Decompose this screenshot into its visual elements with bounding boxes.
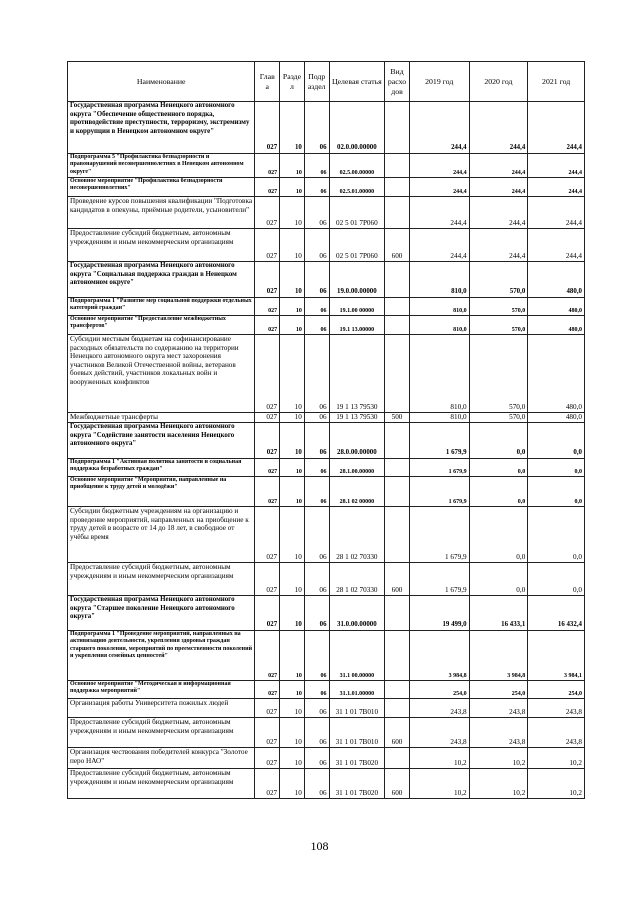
row-glava: 027 xyxy=(255,699,280,718)
row-vid xyxy=(385,507,410,563)
table-row xyxy=(68,507,585,563)
row-2021: 10,2 xyxy=(528,769,585,799)
row-razdel: 10 xyxy=(280,477,305,507)
row-glava: 027 xyxy=(255,229,280,262)
table-row xyxy=(68,459,585,477)
row-vid xyxy=(385,423,410,459)
row-name: Субсидии бюджетным учреждениям на организацию и проведение мероприятий, направленных на приобщение к труду детей в возрасте от 14 до 18 лет, в свободное от учёбы время xyxy=(68,507,255,563)
row-2020: 0,0 xyxy=(469,507,528,563)
row-2020: 570,0 xyxy=(469,413,528,423)
row-podrazdel: 06 xyxy=(304,596,329,631)
header-statya: Целевая статья xyxy=(329,62,385,102)
row-razdel: 10 xyxy=(280,507,305,563)
row-glava: 027 xyxy=(255,459,280,477)
table-row xyxy=(68,477,585,507)
row-razdel: 10 xyxy=(280,413,305,423)
row-name: Основное мероприятие "Профилактика безнадзорности несовершеннолетних" xyxy=(68,178,255,197)
row-2020: 244,4 xyxy=(469,178,528,197)
row-2021: 244,4 xyxy=(528,102,585,154)
row-statya: 28.0.00.00000 xyxy=(329,423,385,459)
row-statya: 19 1 13 79530 xyxy=(329,413,385,423)
row-razdel: 10 xyxy=(280,596,305,631)
table-body xyxy=(68,102,585,799)
row-glava: 027 xyxy=(255,298,280,316)
row-2019: 244,4 xyxy=(409,229,469,262)
row-razdel: 10 xyxy=(280,298,305,316)
table-row xyxy=(68,699,585,718)
row-2019: 243,8 xyxy=(409,718,469,748)
table-row xyxy=(68,748,585,769)
row-2019: 244,4 xyxy=(409,154,469,178)
row-podrazdel: 06 xyxy=(304,507,329,563)
row-razdel: 10 xyxy=(280,197,305,229)
row-2019: 254,0 xyxy=(409,681,469,699)
budget-table xyxy=(67,61,585,799)
row-podrazdel: 06 xyxy=(304,335,329,413)
row-name: Подпрограмма 5 "Профилактика безнадзорности и правонарушений несовершеннолетних в Ненецком автономном округе" xyxy=(68,154,255,178)
row-glava: 027 xyxy=(255,631,280,681)
row-2020: 16 433,1 xyxy=(469,596,528,631)
header-row xyxy=(68,62,585,102)
row-podrazdel: 06 xyxy=(304,563,329,596)
row-glava: 027 xyxy=(255,769,280,799)
row-vid xyxy=(385,262,410,298)
row-podrazdel: 06 xyxy=(304,102,329,154)
row-2021: 480,0 xyxy=(528,413,585,423)
row-2021: 244,4 xyxy=(528,178,585,197)
row-vid xyxy=(385,197,410,229)
row-podrazdel: 06 xyxy=(304,631,329,681)
row-razdel: 10 xyxy=(280,154,305,178)
row-vid xyxy=(385,335,410,413)
row-podrazdel: 06 xyxy=(304,423,329,459)
header-razdel: Разде л xyxy=(280,62,305,102)
row-glava: 027 xyxy=(255,197,280,229)
header-2020: 2020 год xyxy=(469,62,528,102)
header-2021: 2021 год xyxy=(528,62,585,102)
row-2021: 244,4 xyxy=(528,229,585,262)
row-razdel: 10 xyxy=(280,335,305,413)
row-2019: 3 984,8 xyxy=(409,631,469,681)
row-vid: 600 xyxy=(385,769,410,799)
table-row xyxy=(68,335,585,413)
row-statya: 19 1 13 79530 xyxy=(329,335,385,413)
table-row xyxy=(68,718,585,748)
row-name: Государственная программа Ненецкого автономного округа "Обеспечение общественного порядка, противодействие преступности, терроризму, экстремизму и коррупции в Ненецком автономном округе" xyxy=(68,102,255,154)
row-vid: 600 xyxy=(385,563,410,596)
table-row xyxy=(68,563,585,596)
row-2019: 1 679,9 xyxy=(409,423,469,459)
row-2019: 244,4 xyxy=(409,197,469,229)
row-podrazdel: 06 xyxy=(304,459,329,477)
row-2019: 810,0 xyxy=(409,298,469,316)
row-name: Предоставление субсидий бюджетным, автономным учреждениям и иным некоммерческим организациям xyxy=(68,769,255,799)
row-vid: 500 xyxy=(385,413,410,423)
row-statya: 02.5.00.00000 xyxy=(329,154,385,178)
row-podrazdel: 06 xyxy=(304,197,329,229)
row-glava: 027 xyxy=(255,413,280,423)
row-name: Подпрограмма 1 "Развитие мер социальной поддержки отдельных категорий граждан" xyxy=(68,298,255,316)
row-podrazdel: 06 xyxy=(304,229,329,262)
row-name: Проведение курсов повышения квалификации "Подготовка кандидатов в опекуны, приёмные родители, усыновители" xyxy=(68,197,255,229)
row-razdel: 10 xyxy=(280,229,305,262)
row-2021: 243,8 xyxy=(528,699,585,718)
row-2021: 480,0 xyxy=(528,316,585,335)
row-glava: 027 xyxy=(255,102,280,154)
row-name: Основное мероприятие "Методическая и информационная поддержка мероприятий" xyxy=(68,681,255,699)
row-2020: 0,0 xyxy=(469,423,528,459)
table-row xyxy=(68,197,585,229)
row-2020: 244,4 xyxy=(469,154,528,178)
row-2021: 0,0 xyxy=(528,477,585,507)
table-row xyxy=(68,413,585,423)
row-2020: 0,0 xyxy=(469,459,528,477)
table-row xyxy=(68,262,585,298)
row-2021: 3 984,1 xyxy=(528,631,585,681)
row-2021: 0,0 xyxy=(528,507,585,563)
row-vid xyxy=(385,178,410,197)
row-glava: 027 xyxy=(255,178,280,197)
row-glava: 027 xyxy=(255,507,280,563)
row-name: Предоставление субсидий бюджетным, автономным учреждениям и иным некоммерческим организациям xyxy=(68,563,255,596)
row-glava: 027 xyxy=(255,681,280,699)
row-2019: 1 679,9 xyxy=(409,459,469,477)
row-podrazdel: 06 xyxy=(304,699,329,718)
row-vid xyxy=(385,699,410,718)
row-vid xyxy=(385,477,410,507)
row-2019: 10,2 xyxy=(409,748,469,769)
row-glava: 027 xyxy=(255,563,280,596)
row-2020: 570,0 xyxy=(469,298,528,316)
row-vid xyxy=(385,748,410,769)
row-statya: 31 1 01 7В010 xyxy=(329,699,385,718)
table-row xyxy=(68,316,585,335)
row-statya: 31.1 00.00000 xyxy=(329,631,385,681)
page-number: 108 xyxy=(310,839,329,853)
row-name: Субсидии местным бюджетам на софинансирование расходных обязательств по содержанию на территории Ненецкого автономного округа мест захоронения участников Великой Отечественной войны, ветеранов боевых действий, участников локальных войн и вооруженных конфликтов xyxy=(68,335,255,413)
table-row xyxy=(68,423,585,459)
row-2019: 1 679,9 xyxy=(409,507,469,563)
row-2021: 243,8 xyxy=(528,718,585,748)
row-statya: 31 1 01 7В010 xyxy=(329,718,385,748)
row-statya: 19.0.00.00000 xyxy=(329,262,385,298)
row-2020: 570,0 xyxy=(469,316,528,335)
row-statya: 28 1 02 70330 xyxy=(329,507,385,563)
row-name: Основное мероприятие "Мероприятия, направленные на приобщение к труду детей и молодёжи" xyxy=(68,477,255,507)
row-2021: 244,4 xyxy=(528,154,585,178)
row-name: Предоставление субсидий бюджетным, автономным учреждениям и иным некоммерческим организациям xyxy=(68,718,255,748)
row-2020: 10,2 xyxy=(469,748,528,769)
row-vid xyxy=(385,102,410,154)
row-name: Межбюджетные трансферты xyxy=(68,413,255,423)
row-name: Подпрограмма 1 "Активная политика занятости и социальная поддержка безработных граждан" xyxy=(68,459,255,477)
row-vid: 600 xyxy=(385,718,410,748)
header-vid: Вид расхо дов xyxy=(385,62,410,102)
row-podrazdel: 06 xyxy=(304,748,329,769)
row-razdel: 10 xyxy=(280,631,305,681)
table-row xyxy=(68,631,585,681)
row-razdel: 10 xyxy=(280,316,305,335)
row-statya: 19.1.00 00000 xyxy=(329,298,385,316)
row-2020: 244,4 xyxy=(469,197,528,229)
row-razdel: 10 xyxy=(280,178,305,197)
row-2020: 244,4 xyxy=(469,102,528,154)
row-statya: 28.1 02 00000 xyxy=(329,477,385,507)
row-2020: 254,0 xyxy=(469,681,528,699)
table-row xyxy=(68,769,585,799)
table-row xyxy=(68,178,585,197)
row-razdel: 10 xyxy=(280,748,305,769)
row-statya: 02 5 01 7Р060 xyxy=(329,197,385,229)
row-statya: 31.1.01.00000 xyxy=(329,681,385,699)
row-vid xyxy=(385,298,410,316)
row-glava: 027 xyxy=(255,596,280,631)
row-vid xyxy=(385,154,410,178)
row-statya: 02.0.00.00000 xyxy=(329,102,385,154)
row-statya: 28.1.00.00000 xyxy=(329,459,385,477)
row-2019: 19 499,0 xyxy=(409,596,469,631)
row-podrazdel: 06 xyxy=(304,681,329,699)
row-glava: 027 xyxy=(255,262,280,298)
row-glava: 027 xyxy=(255,335,280,413)
row-2020: 570,0 xyxy=(469,262,528,298)
row-2021: 244,4 xyxy=(528,197,585,229)
row-podrazdel: 06 xyxy=(304,413,329,423)
row-2020: 244,4 xyxy=(469,229,528,262)
row-glava: 027 xyxy=(255,423,280,459)
row-2021: 480,0 xyxy=(528,262,585,298)
row-glava: 027 xyxy=(255,316,280,335)
row-2020: 10,2 xyxy=(469,769,528,799)
row-podrazdel: 06 xyxy=(304,262,329,298)
row-vid xyxy=(385,596,410,631)
row-2020: 243,8 xyxy=(469,699,528,718)
row-2020: 0,0 xyxy=(469,563,528,596)
row-2021: 480,0 xyxy=(528,298,585,316)
row-name: Организация чествования победителей конкурса "Золотое перо НАО" xyxy=(68,748,255,769)
row-2019: 810,0 xyxy=(409,335,469,413)
row-statya: 31 1 01 7В020 xyxy=(329,769,385,799)
row-name: Государственная программа Ненецкого автономного округа "Социальная поддержка граждан в Ненецком автономном округе" xyxy=(68,262,255,298)
row-2019: 243,8 xyxy=(409,699,469,718)
row-2020: 3 984,8 xyxy=(469,631,528,681)
row-razdel: 10 xyxy=(280,681,305,699)
row-vid xyxy=(385,459,410,477)
row-razdel: 10 xyxy=(280,262,305,298)
table-row xyxy=(68,681,585,699)
table-row xyxy=(68,596,585,631)
row-name: Подпрограмма 1 "Проведение мероприятий, направленных на активизацию деятельности, укрепления здоровья граждан старшего поколения, мероприятий по преемственности поколений и укрепления семейных ценностей" xyxy=(68,631,255,681)
row-2019: 810,0 xyxy=(409,262,469,298)
row-2020: 243,8 xyxy=(469,718,528,748)
row-glava: 027 xyxy=(255,154,280,178)
row-2019: 1 679,9 xyxy=(409,563,469,596)
row-2021: 0,0 xyxy=(528,459,585,477)
row-podrazdel: 06 xyxy=(304,316,329,335)
row-2021: 0,0 xyxy=(528,423,585,459)
row-2019: 1 679,9 xyxy=(409,477,469,507)
row-2021: 254,0 xyxy=(528,681,585,699)
row-vid xyxy=(385,681,410,699)
row-razdel: 10 xyxy=(280,102,305,154)
row-2019: 244,4 xyxy=(409,178,469,197)
table-row xyxy=(68,154,585,178)
header-name: Наименование xyxy=(68,62,255,102)
table-row xyxy=(68,298,585,316)
row-name: Государственная программа Ненецкого автономного округа "Содействие занятости населения Ненецкого автономного округа" xyxy=(68,423,255,459)
row-name: Организация работы Университета пожилых людей xyxy=(68,699,255,718)
row-statya: 31.0.00.00000 xyxy=(329,596,385,631)
row-razdel: 10 xyxy=(280,769,305,799)
row-name: Предоставление субсидий бюджетным, автономным учреждениям и иным некоммерческим организациям xyxy=(68,229,255,262)
row-podrazdel: 06 xyxy=(304,298,329,316)
row-podrazdel: 06 xyxy=(304,718,329,748)
row-glava: 027 xyxy=(255,748,280,769)
row-razdel: 10 xyxy=(280,718,305,748)
table-row xyxy=(68,102,585,154)
row-2021: 480,0 xyxy=(528,335,585,413)
row-2020: 0,0 xyxy=(469,477,528,507)
header-glava: Глав а xyxy=(255,62,280,102)
row-2021: 16 432,4 xyxy=(528,596,585,631)
row-vid xyxy=(385,316,410,335)
row-razdel: 10 xyxy=(280,423,305,459)
row-glava: 027 xyxy=(255,477,280,507)
row-podrazdel: 06 xyxy=(304,178,329,197)
table-row xyxy=(68,229,585,262)
row-statya: 31 1 01 7В020 xyxy=(329,748,385,769)
row-vid xyxy=(385,631,410,681)
row-statya: 02 5 01 7Р060 xyxy=(329,229,385,262)
row-statya: 28 1 02 70330 xyxy=(329,563,385,596)
header-2019: 2019 год xyxy=(409,62,469,102)
row-name: Основное мероприятие "Предоставление межбюджетных трансфертов" xyxy=(68,316,255,335)
row-2019: 10,2 xyxy=(409,769,469,799)
row-razdel: 10 xyxy=(280,459,305,477)
row-2019: 810,0 xyxy=(409,413,469,423)
header-podrazdel: Подр аздел xyxy=(304,62,329,102)
row-podrazdel: 06 xyxy=(304,477,329,507)
row-statya: 19.1 13.00000 xyxy=(329,316,385,335)
row-statya: 02.5.01.00000 xyxy=(329,178,385,197)
row-2021: 10,2 xyxy=(528,748,585,769)
row-razdel: 10 xyxy=(280,563,305,596)
row-vid: 600 xyxy=(385,229,410,262)
row-razdel: 10 xyxy=(280,699,305,718)
row-name: Государственная программа Ненецкого автономного округа "Старшее поколение Ненецкого автономного округа" xyxy=(68,596,255,631)
row-2020: 570,0 xyxy=(469,335,528,413)
row-podrazdel: 06 xyxy=(304,769,329,799)
row-podrazdel: 06 xyxy=(304,154,329,178)
row-glava: 027 xyxy=(255,718,280,748)
row-2019: 244,4 xyxy=(409,102,469,154)
row-2019: 810,0 xyxy=(409,316,469,335)
row-2021: 0,0 xyxy=(528,563,585,596)
